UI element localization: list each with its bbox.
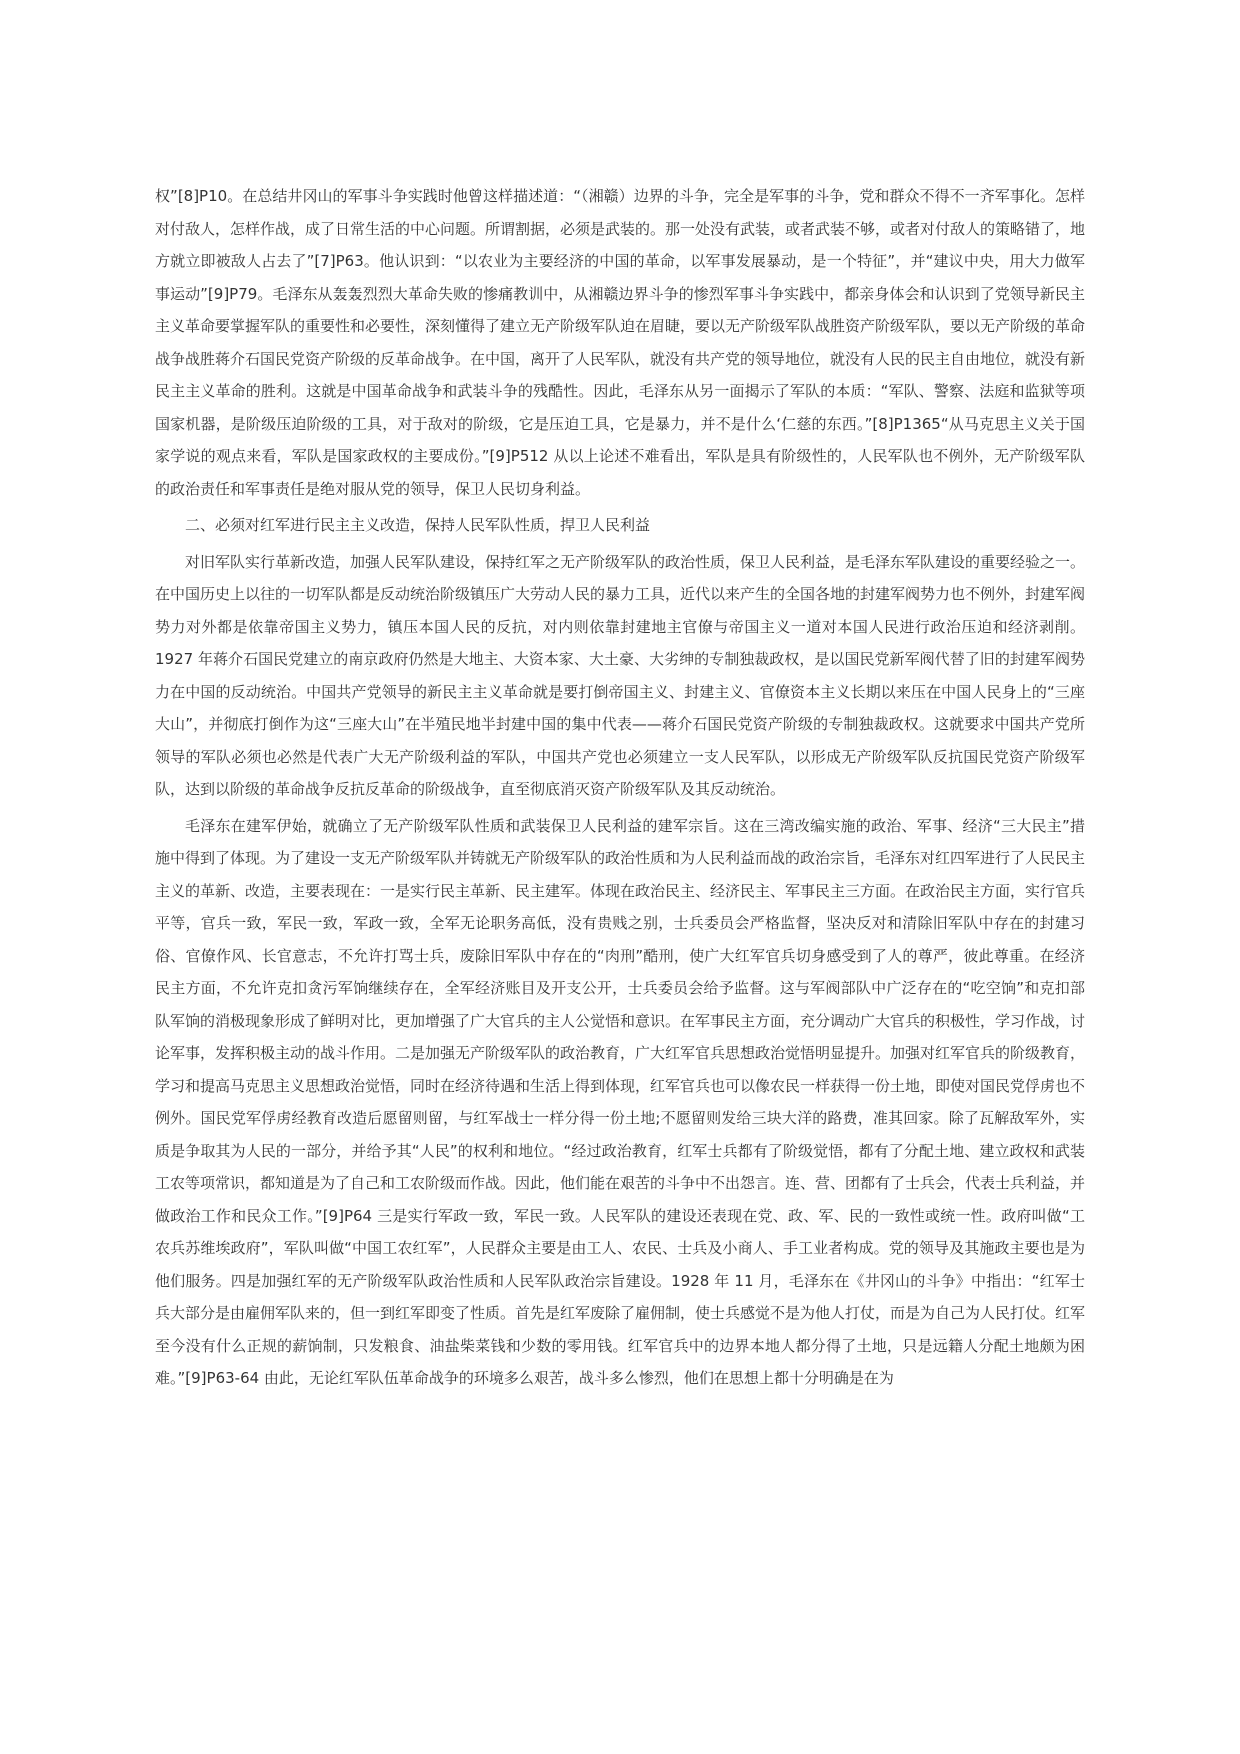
paragraph: 对旧军队实行革新改造，加强人民军队建设，保持红军之无产阶级军队的政治性质，保卫人民利益，是毛泽东军队建设的重要经验之一。在中国历史上以往的一切军队都是反动统治阶级镇压广大劳动人民的暴力工具，近代以来产生的全国各地的封建军阀势力也不例外，封建军阀势力对外都是依靠帝国主义势力，镇压本国人民的反抗，对内则依靠封建地主官僚与帝国主义一道对本国人民进行政治压迫和经济剥削。1927 年蒋介石国民党建立的南京政府仍然是大地主、大资本家、大土豪、大劣绅的专制独裁政权，是以国民党新军阀代替了旧的封建军阀势力在中国的反动统治。中国共产党领导的新民主主义革命就是要打倒帝国主义、封建主义、官僚资本主义长期以来压在中国人民身上的“三座大山”，并彻底打倒作为这“三座大山”在半殖民地半封建中国的集中代表——蒋介石国民党资产阶级的专制独裁政权。这就要求中国共产党所领导的军队必须也必然是代表广大无产阶级利益的军队，中国共产党也必须建立一支人民军队，以形成无产阶级军队反抗国民党资产阶级军队，达到以阶级的革命战争反抗反革命的阶级战争，直至彻底消灭资产阶级军队及其反动统治。 (155, 552, 1086, 798)
paragraph-continuation: 权”[8]P10。在总结井冈山的军事斗争实践时他曾这样描述道：“（湘赣）边界的斗争，完全是军事的斗争，党和群众不得不一齐军事化。怎样对付敌人，怎样作战，成了日常生活的中心问题。所谓割据，必须是武装的。那一处没有武装，或者武装不够，或者对付敌人的策略错了，地方就立即被敌人占去了”[7]P63。他认识到：“以农业为主要经济的中国的革命，以军事发展暴动，是一个特征”，并“建议中央，用大力做军事运动”[9]P79。毛泽东从轰轰烈烈大革命失败的惨痛教训中，从湘赣边界斗争的惨烈军事斗争实践中，都亲身体会和认识到了党领导新民主主义革命要掌握军队的重要性和必要性，深刻懂得了建立无产阶级军队迫在眉睫，要以无产阶级军队战胜资产阶级军队，要以无产阶级的革命战争战胜蒋介石国民党资产阶级的反革命战争。在中国，离开了人民军队，就没有共产党的领导地位，就没有人民的民主自由地位，就没有新民主主义革命的胜利。这就是中国革命战争和武装斗争的残酷性。因此，毛泽东从另一面揭示了军队的本质：“军队、警察、法庭和监狱等项国家机器，是阶级压迫阶级的工具，对于敌对的阶级，它是压迫工具，它是暴力，并不是什么‘仁慈的东西。”[8]P1365“从马克思主义关于国家学说的观点来看，军队是国家政权的主要成份。”[9]P512 从以上论述不难看出，军队是具有阶级性的，人民军队也不例外，无产阶级军队的政治责任和军事责任是绝对服从党的领导，保卫人民切身利益。 (155, 187, 1086, 498)
section-heading: 二、必须对红军进行民主主义改造，保持人民军队性质，捍卫人民利益 (185, 516, 651, 534)
document-body (155, 180, 1085, 1399)
paragraph: 毛泽东在建军伊始，就确立了无产阶级军队性质和武装保卫人民利益的建军宗旨。这在三湾改编实施的政治、军事、经济“三大民主”措施中得到了体现。为了建设一支无产阶级军队并铸就无产阶级军队的政治性质和为人民利益而战的政治宗旨，毛泽东对红四军进行了人民民主主义的革新、改造，主要表现在：一是实行民主革新、民主建军。体现在政治民主、经济民主、军事民主三方面。在政治民主方面，实行官兵平等，官兵一致，军民一致，军政一致，全军无论职务高低，没有贵贱之别，士兵委员会严格监督，坚决反对和清除旧军队中存在的封建习俗、官僚作风、长官意志，不允许打骂士兵，废除旧军队中存在的“肉刑”酷刑，使广大红军官兵切身感受到了人的尊严，彼此尊重。在经济民主方面，不允许克扣贪污军饷继续存在，全军经济账目及开支公开，士兵委员会给予监督。这与军阀部队中广泛存在的“吃空饷”和克扣部队军饷的消极现象形成了鲜明对比，更加增强了广大官兵的主人公觉悟和意识。在军事民主方面，充分调动广大官兵的积极性，学习作战，讨论军事，发挥积极主动的战斗作用。二是加强无产阶级军队的政治教育，广大红军官兵思想政治觉悟明显提升。加强对红军官兵的阶级教育，学习和提高马克思主义思想政治觉悟，同时在经济待遇和生活上得到体现，红军官兵也可以像农民一样获得一份土地，即使对国民党俘虏也不例外。国民党军俘虏经教育改造后愿留则留，与红军战士一样分得一份土地;不愿留则发给三块大洋的路费，准其回家。除了瓦解敌军外，实质是争取其为人民的一部分，并给予其“人民”的权利和地位。“经过政治教育，红军士兵都有了阶级觉悟，都有了分配土地、建立政权和武装工农等项常识，都知道是为了自己和工农阶级而作战。因此，他们能在艰苦的斗争中不出怨言。连、营、团都有了士兵会，代表士兵利益，并做政治工作和民众工作。”[9]P64 三是实行军政一致，军民一致。人民军队的建设还表现在党、政、军、民的一致性或统一性。政府叫做“工农兵苏维埃政府”，军队叫做“中国工农红军”，人民群众主要是由工人、农民、士兵及小商人、手工业者构成。党的领导及其施政主要也是为他们服务。四是加强红军的无产阶级军队政治性质和人民军队政治宗旨建设。1928 年 11 月，毛泽东在《井冈山的斗争》中指出：“红军士兵大部分是由雇佣军队来的，但一到红军即变了性质。首先是红军废除了雇佣制，使士兵感觉不是为他人打仗，而是为自己为人民打仗。红军至今没有什么正规的薪饷制，只发粮食、油盐柴菜钱和少数的零用钱。红军官兵中的边界本地人都分得了土地，只是远籍人分配土地颇为困难。”[9]P63-64 由此，无论红军队伍革命战争的环境多么艰苦，战斗多么惨烈，他们在思想上都十分明确是在为 (155, 816, 1086, 1387)
